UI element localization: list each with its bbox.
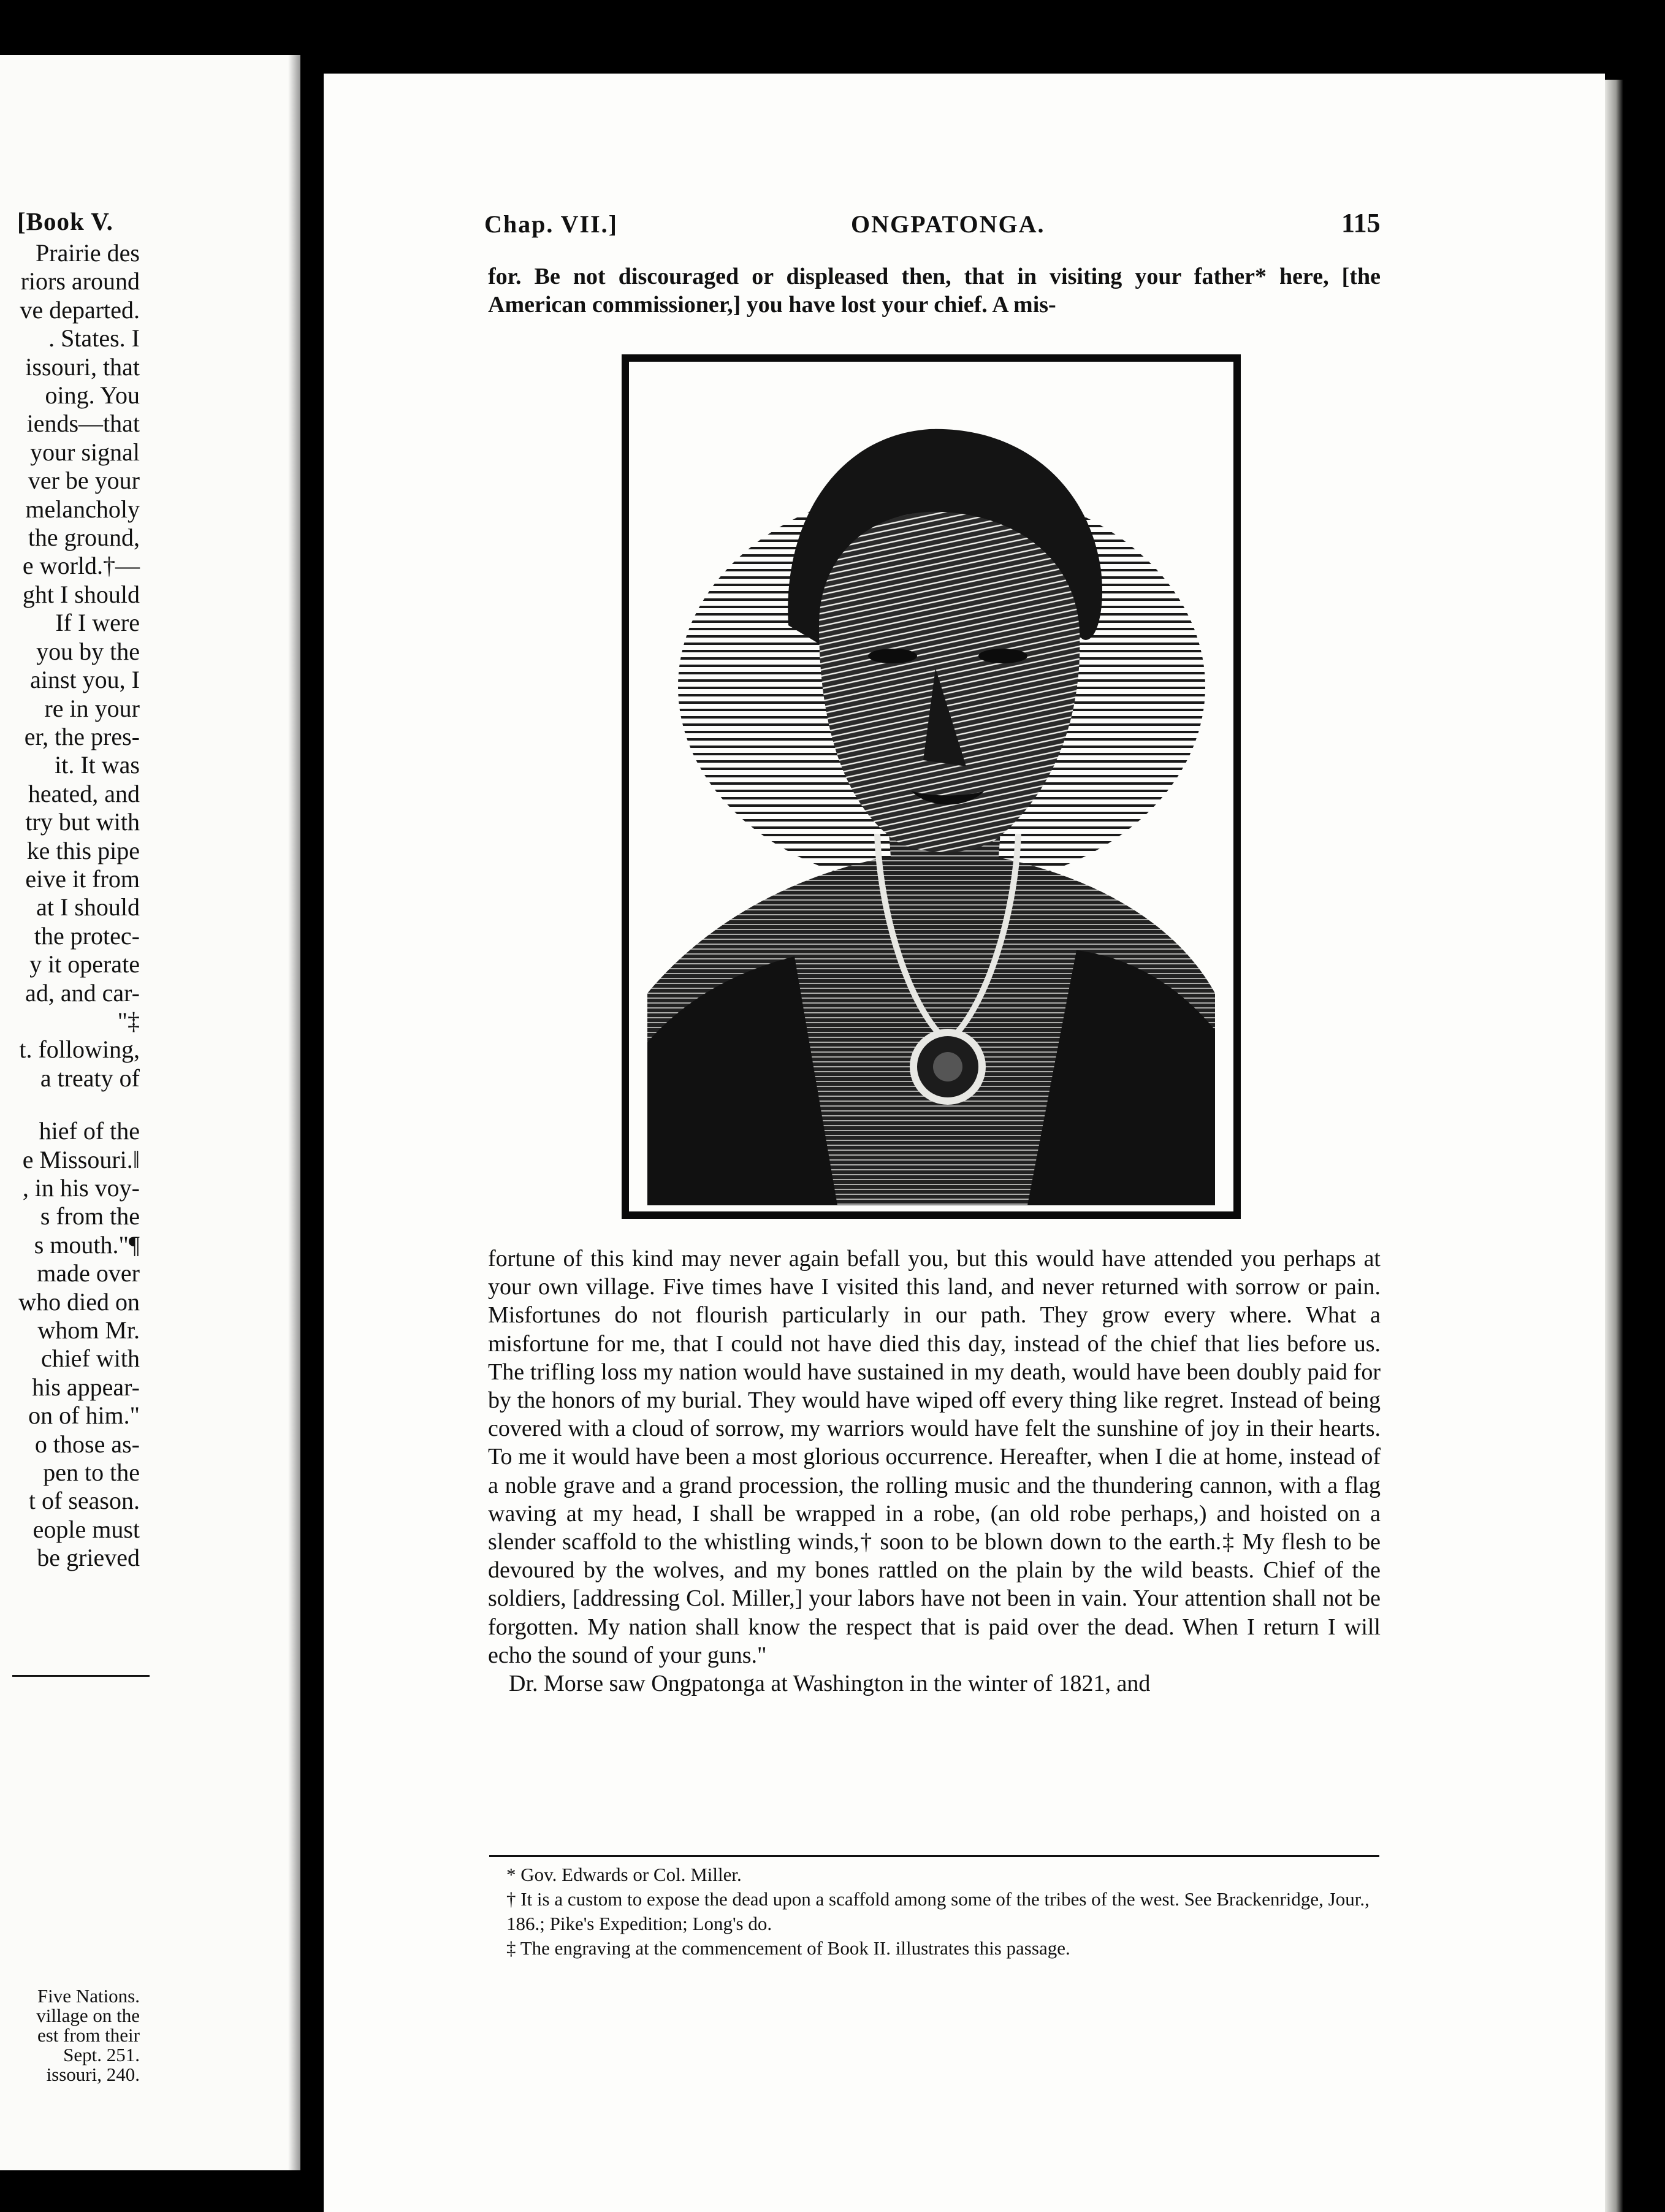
footnote-rule xyxy=(489,1855,1379,1857)
portrait-figure xyxy=(635,368,1227,1205)
book-gutter xyxy=(288,55,325,2170)
left-page-line: e Missouri.‖ xyxy=(22,1145,140,1173)
left-page-line: ainst you, I xyxy=(30,666,140,694)
left-page-line xyxy=(18,1093,140,1117)
left-page-line: s from the xyxy=(40,1202,140,1230)
left-page-line: the ground, xyxy=(28,524,140,552)
left-page-line: his appear- xyxy=(32,1373,140,1401)
left-page-line: melancholy xyxy=(25,495,140,523)
left-page-line: heated, and xyxy=(28,779,140,807)
left-page-line: the protec- xyxy=(34,921,140,950)
left-page-footnotes xyxy=(36,1986,140,2084)
footnotes xyxy=(488,1863,1381,1961)
left-page-line: who died on xyxy=(18,1287,140,1316)
left-footnote-line: Sept. 251. xyxy=(63,2044,140,2065)
left-page-text xyxy=(18,239,140,1573)
left-page-line: issouri, that xyxy=(25,353,140,381)
running-header xyxy=(324,210,1605,246)
footnote-2: † It is a custom to expose the dead upon a scaffold among some of the tribes of the west. See Brackenridge, Jour., 186.; Pike's Expedition; Long's do. xyxy=(506,1888,1370,1934)
left-page-line: t. following, xyxy=(19,1035,140,1064)
left-page-line: hief of the xyxy=(39,1117,140,1145)
left-page-line: chief with xyxy=(40,1344,140,1373)
left-page-line: it. It was xyxy=(55,751,140,779)
left-footnote-rule xyxy=(12,1675,150,1677)
page-number: 115 xyxy=(1341,208,1381,238)
left-page-line: a treaty of xyxy=(40,1064,140,1092)
left-footnote-line: issouri, 240. xyxy=(46,2064,140,2085)
left-page-line: If I were xyxy=(55,609,140,637)
footnote-3: ‡ The engraving at the commencement of Book II. illustrates this passage. xyxy=(506,1937,1070,1959)
left-page-line: Prairie des xyxy=(36,239,140,267)
left-page-line: ve departed. xyxy=(20,296,140,324)
left-footnote-line: village on the xyxy=(36,2005,140,2026)
left-page-line: ke this pipe xyxy=(26,836,140,864)
left-page-line: you by the xyxy=(36,637,140,665)
left-page-line: t of season. xyxy=(28,1487,140,1515)
page-115 xyxy=(324,74,1605,2212)
left-page-line: pen to the xyxy=(43,1459,140,1487)
left-page-line: oing. You xyxy=(45,381,140,410)
body-text-main xyxy=(488,1245,1381,1698)
body-last-line: Dr. Morse saw Ongpatonga at Washington in the winter of 1821, and xyxy=(509,1671,1151,1697)
portrait-engraving xyxy=(622,354,1241,1219)
running-title: ONGPATONGA. xyxy=(851,210,1045,238)
left-page-line: on of him." xyxy=(28,1402,140,1430)
left-page-line: eople must xyxy=(32,1515,140,1543)
left-page-line: . States. I xyxy=(48,324,140,353)
left-page-line: try but with xyxy=(25,808,140,836)
left-page-line: s mouth."¶ xyxy=(34,1230,140,1259)
left-page-line: be grieved xyxy=(37,1544,140,1572)
speech-paragraph: fortune of this kind may never again befall you, but this would have attended you perhaps at your own village. Five times have I visited this land, and never returned with sorrow or pain. Misfortunes do not flourish particularly in our path. They grow every where. What a misfortune for me, that I could not have died this day, instead of the chief that lies before us. The trifling loss my nation would have sustained in my death, would have been doubly paid for by the honors of my burial. They would have wiped off every thing like regret. Instead of being covered with a cloud of sorrow, my warriors would have felt the sunshine of joy in their hearts. To me it would have been a most glorious occurrence. Hereafter, when I die at home, instead of a noble grave and a grand procession, the rolling music and the thundering cannon, with a flag waving at my head, I shall be wrapped in a robe, (an old robe perhaps,) and hoisted on a slender scaffold to the whistling winds,† soon to be blown down to the earth.‡ My flesh to be devoured by the wolves, and my bones rattled on the plain by the wild beasts. Chief of the soldiers, [addressing Col. Miller,] your labors have not been in vain. Your attention shall not be forgotten. My nation shall know the respect that is paid over the dead. When I return I will echo the sound of your guns." xyxy=(488,1246,1381,1668)
left-page-line: o those as- xyxy=(34,1430,140,1458)
left-page-line: made over xyxy=(37,1259,140,1287)
left-page-line: ver be your xyxy=(28,467,140,495)
left-page-line: "‡ xyxy=(117,1007,140,1035)
left-footnote-line: est from their xyxy=(37,2024,140,2046)
left-page-line: , in his voy- xyxy=(22,1174,140,1202)
left-page-line: e world.†— xyxy=(22,552,140,580)
left-page-line: re in your xyxy=(44,694,140,722)
left-page-line: ght I should xyxy=(22,580,140,608)
page-edge xyxy=(1605,80,1623,2212)
left-page-line: whom Mr. xyxy=(37,1316,140,1344)
body-text-top: for. Be not discouraged or displeased then, that in visiting your father* here, [the American commissioner,] you have lost your chief. A mis- xyxy=(488,264,1381,318)
left-page-line: iends—that xyxy=(26,410,140,438)
footnote-1: * Gov. Edwards or Col. Miller. xyxy=(506,1864,742,1885)
chapter-label: Chap. VII.] xyxy=(484,210,618,238)
left-footnote-line: Five Nations. xyxy=(37,1985,140,2007)
previous-page xyxy=(0,55,300,2170)
left-page-line: riors around xyxy=(20,267,140,296)
left-page-line: y it operate xyxy=(29,950,140,978)
left-page-line: eive it from xyxy=(25,864,140,893)
left-page-line: your signal xyxy=(30,438,140,466)
left-page-line: ad, and car- xyxy=(25,978,140,1007)
left-page-header: [Book V. xyxy=(17,207,113,235)
left-page-line: er, the pres- xyxy=(24,722,140,750)
left-page-line: at I should xyxy=(36,893,140,921)
